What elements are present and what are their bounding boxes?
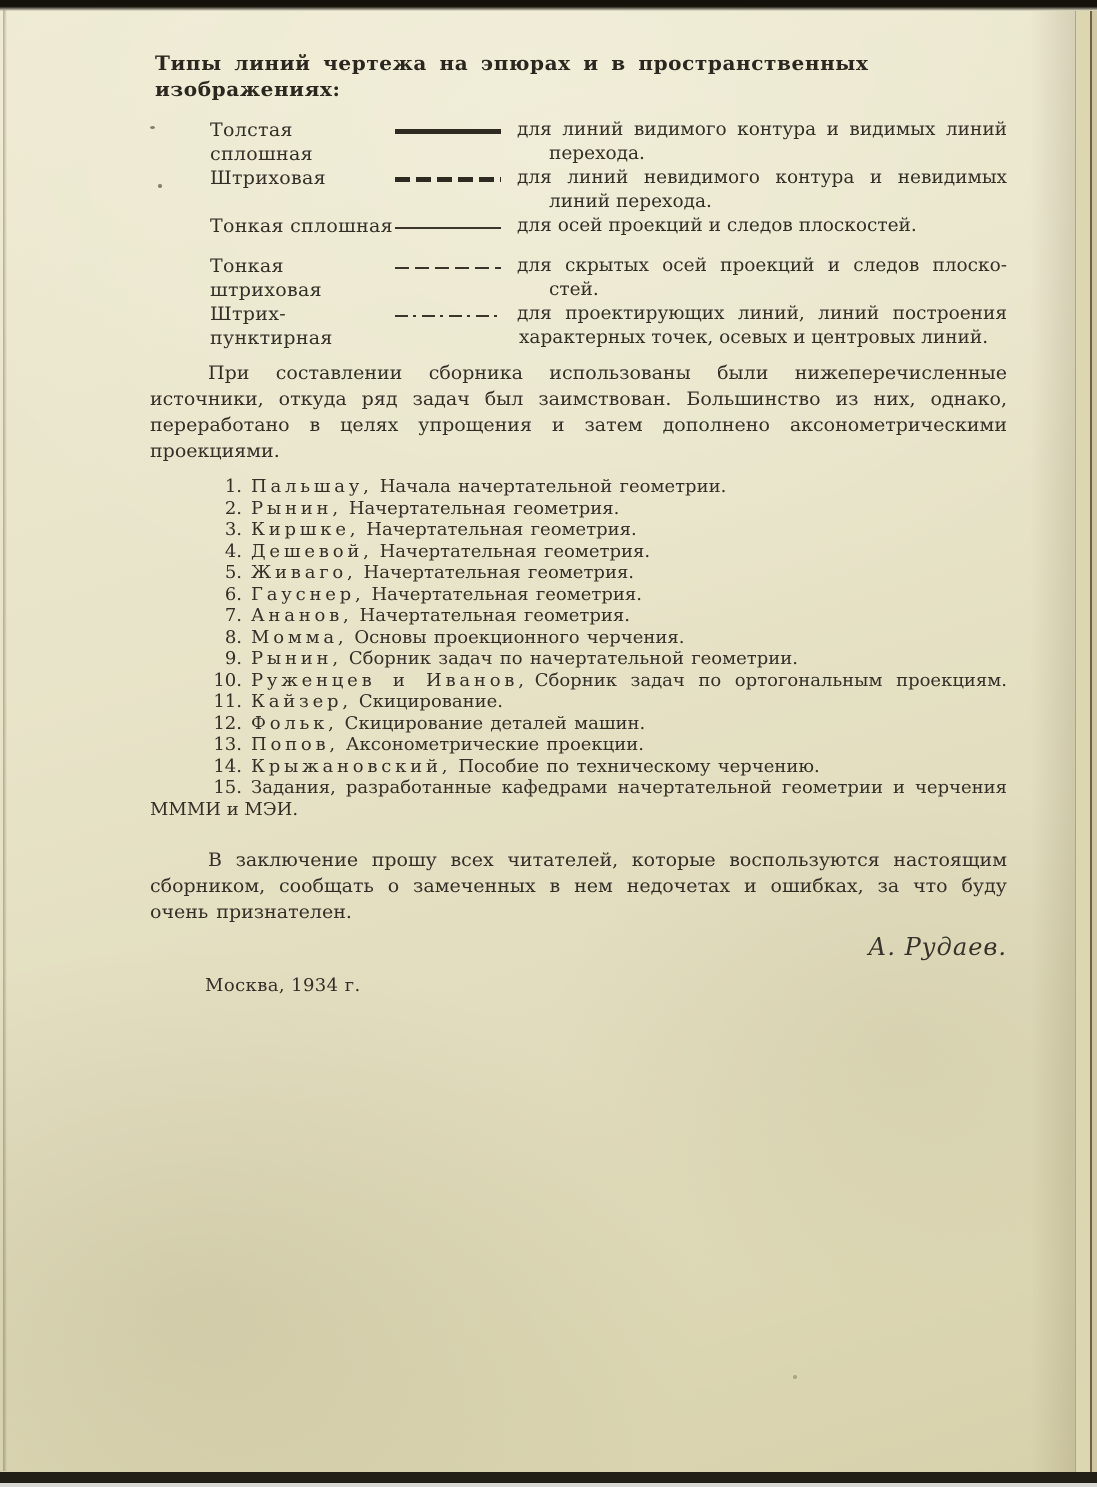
source-number: 1.: [224, 476, 242, 497]
source-author: Рынин,: [251, 648, 342, 669]
source-text: [242, 605, 1007, 627]
source-author: Пальшау,: [251, 476, 373, 497]
source-text: [242, 670, 1007, 692]
source-text: [242, 627, 1007, 649]
source-title: Начертательная геометрия.: [359, 605, 630, 626]
source-title: Задания, разработанные кафедрами начертательной геометрии и черчения: [251, 777, 1007, 798]
source-item: [210, 691, 1007, 713]
source-author: Крыжановский,: [251, 755, 452, 777]
source-text: [242, 777, 1007, 799]
source-text: [242, 519, 1007, 541]
source-author: Рынин,: [251, 497, 342, 519]
line-type-description: [517, 302, 1007, 350]
source-item: [210, 562, 1007, 584]
description-line: перехода.: [549, 143, 645, 164]
description-line: для проектирующих линий, линий построения: [517, 303, 1007, 324]
source-number: 12.: [213, 712, 242, 734]
source-text: [242, 584, 1007, 606]
source-title: Начертательная геометрия.: [379, 540, 651, 562]
description-line: для осей проекций и следов плоскостей.: [517, 215, 917, 236]
source-number: 14.: [213, 755, 242, 777]
source-author: Живаго,: [251, 562, 357, 583]
source-title: Аксонометрические проекции.: [345, 734, 644, 755]
source-text: [242, 734, 1007, 756]
source-number: 13.: [213, 734, 242, 755]
source-title: Начертательная геометрия.: [363, 562, 635, 583]
line-type-label: Штриховая: [210, 167, 326, 189]
source-number: 10.: [213, 669, 242, 691]
source-number: 11.: [213, 691, 242, 712]
source-text: [242, 691, 1007, 713]
source-title: Начертательная геометрия.: [371, 583, 642, 605]
closing-paragraph: В заключение прошу всех читателей, которые воспользуются настоящим сборником, сообщать о замеченных в нем недочетах и ошибках, за что буду очень признателен.: [150, 849, 1007, 923]
source-number: 5.: [224, 562, 242, 583]
source-author: Ананов,: [251, 605, 353, 626]
source-item: [210, 541, 1007, 563]
line-type-description: [517, 254, 1007, 302]
paper-speck: [793, 1375, 797, 1379]
line-type-row: [210, 254, 1007, 302]
source-text: [242, 541, 1007, 563]
section-heading: Типы линий чертежа на эпюрах и в пространственных изображениях:: [155, 51, 869, 101]
scan-bottom-edge: [0, 1472, 1097, 1483]
line-type-label: Тонкая штриховая: [210, 255, 322, 301]
line-type-row: [210, 118, 1007, 166]
description-line: линий перехода.: [549, 191, 712, 212]
dash-dot-line-sample: [395, 315, 501, 317]
scan-bed-strip: [0, 1483, 1097, 1487]
source-text: [242, 648, 1007, 670]
source-author: Руженцев и Иванов,: [251, 669, 528, 691]
source-number: 6.: [224, 583, 242, 605]
source-title: Сборник задач по ортогональным проекциям.: [534, 669, 1007, 691]
source-item-continuation: МММИ и МЭИ.: [150, 798, 299, 820]
line-type-description: [517, 214, 1007, 238]
source-author: Кайзер,: [251, 691, 352, 712]
source-item: [210, 670, 1007, 692]
source-item: [210, 584, 1007, 606]
source-number: 15.: [213, 777, 242, 798]
source-title: Начала начертательной геометрии.: [379, 476, 727, 497]
description-line: характерных точек, осевых и центровых линий.: [519, 327, 989, 348]
source-number: 3.: [224, 519, 242, 540]
source-number: 8.: [224, 626, 242, 648]
line-type-label: Тонкая сплошная: [210, 215, 393, 237]
line-types-table: [210, 118, 1007, 350]
source-author: Гауснер,: [251, 583, 365, 605]
description-line: для линий видимого контура и видимых линий: [517, 119, 1007, 140]
thick-solid-line-sample: [395, 129, 501, 134]
source-title: Скицирование деталей машин.: [344, 712, 646, 734]
thick-dashed-line-sample: [395, 177, 501, 182]
source-item: [210, 498, 1007, 520]
source-item: [210, 777, 1007, 799]
source-item: [210, 519, 1007, 541]
source-title: Основы проекционного черчения.: [354, 626, 685, 648]
line-type-label: Толстая сплошная: [210, 119, 313, 165]
source-title: Пособие по техническому черчению.: [458, 755, 820, 777]
author-signature: А. Рудаев.: [868, 933, 1007, 961]
source-number: 9.: [224, 648, 242, 669]
intro-paragraph: При составлении сборника использованы были нижеперечисленные источники, откуда ряд задач был заимствован. Большинство из них, однако, переработано в целях упрощения и затем дополнено аксонометрическими проекциями.: [150, 362, 1007, 462]
source-title: Скицирование.: [358, 691, 504, 712]
source-item: [210, 648, 1007, 670]
source-item: [210, 605, 1007, 627]
source-item: [210, 476, 1007, 498]
line-type-label: Штрих-пунктирная: [210, 303, 333, 349]
source-author: Дешевой,: [251, 540, 373, 562]
source-item: [210, 756, 1007, 778]
description-line: для скрытых осей проекций и следов плоско-: [517, 255, 1007, 276]
source-item: [210, 627, 1007, 649]
line-type-row: [210, 166, 1007, 214]
source-title: Начертательная геометрия.: [348, 497, 620, 519]
source-author: Момма,: [251, 626, 348, 648]
source-author: Попов,: [251, 734, 339, 755]
source-title: Сборник задач по начертательной геометрии.: [348, 648, 798, 669]
source-text: [242, 756, 1007, 778]
source-number: 7.: [224, 605, 242, 626]
line-type-description: [517, 118, 1007, 166]
source-text: [242, 498, 1007, 520]
source-text: [242, 562, 1007, 584]
source-number: 2.: [224, 497, 242, 519]
line-type-description: [517, 166, 1007, 214]
thin-solid-line-sample: [395, 227, 501, 229]
thin-dashed-line-sample: [395, 267, 501, 269]
description-line: для линий невидимого контура и невидимых: [517, 167, 1007, 188]
place-and-date: Москва, 1934 г.: [205, 975, 361, 996]
source-text: [242, 713, 1007, 735]
source-text: [242, 476, 1007, 498]
description-line: стей.: [549, 279, 599, 300]
source-item: [210, 713, 1007, 735]
line-type-row: [210, 302, 1007, 350]
source-title: Начертательная геометрия.: [366, 519, 637, 540]
source-number: 4.: [224, 540, 242, 562]
source-author: Фольк,: [251, 712, 338, 734]
line-type-row: [210, 214, 1007, 238]
sources-list: [150, 476, 1007, 820]
source-item: [210, 734, 1007, 756]
source-author: Киршке,: [251, 519, 360, 540]
